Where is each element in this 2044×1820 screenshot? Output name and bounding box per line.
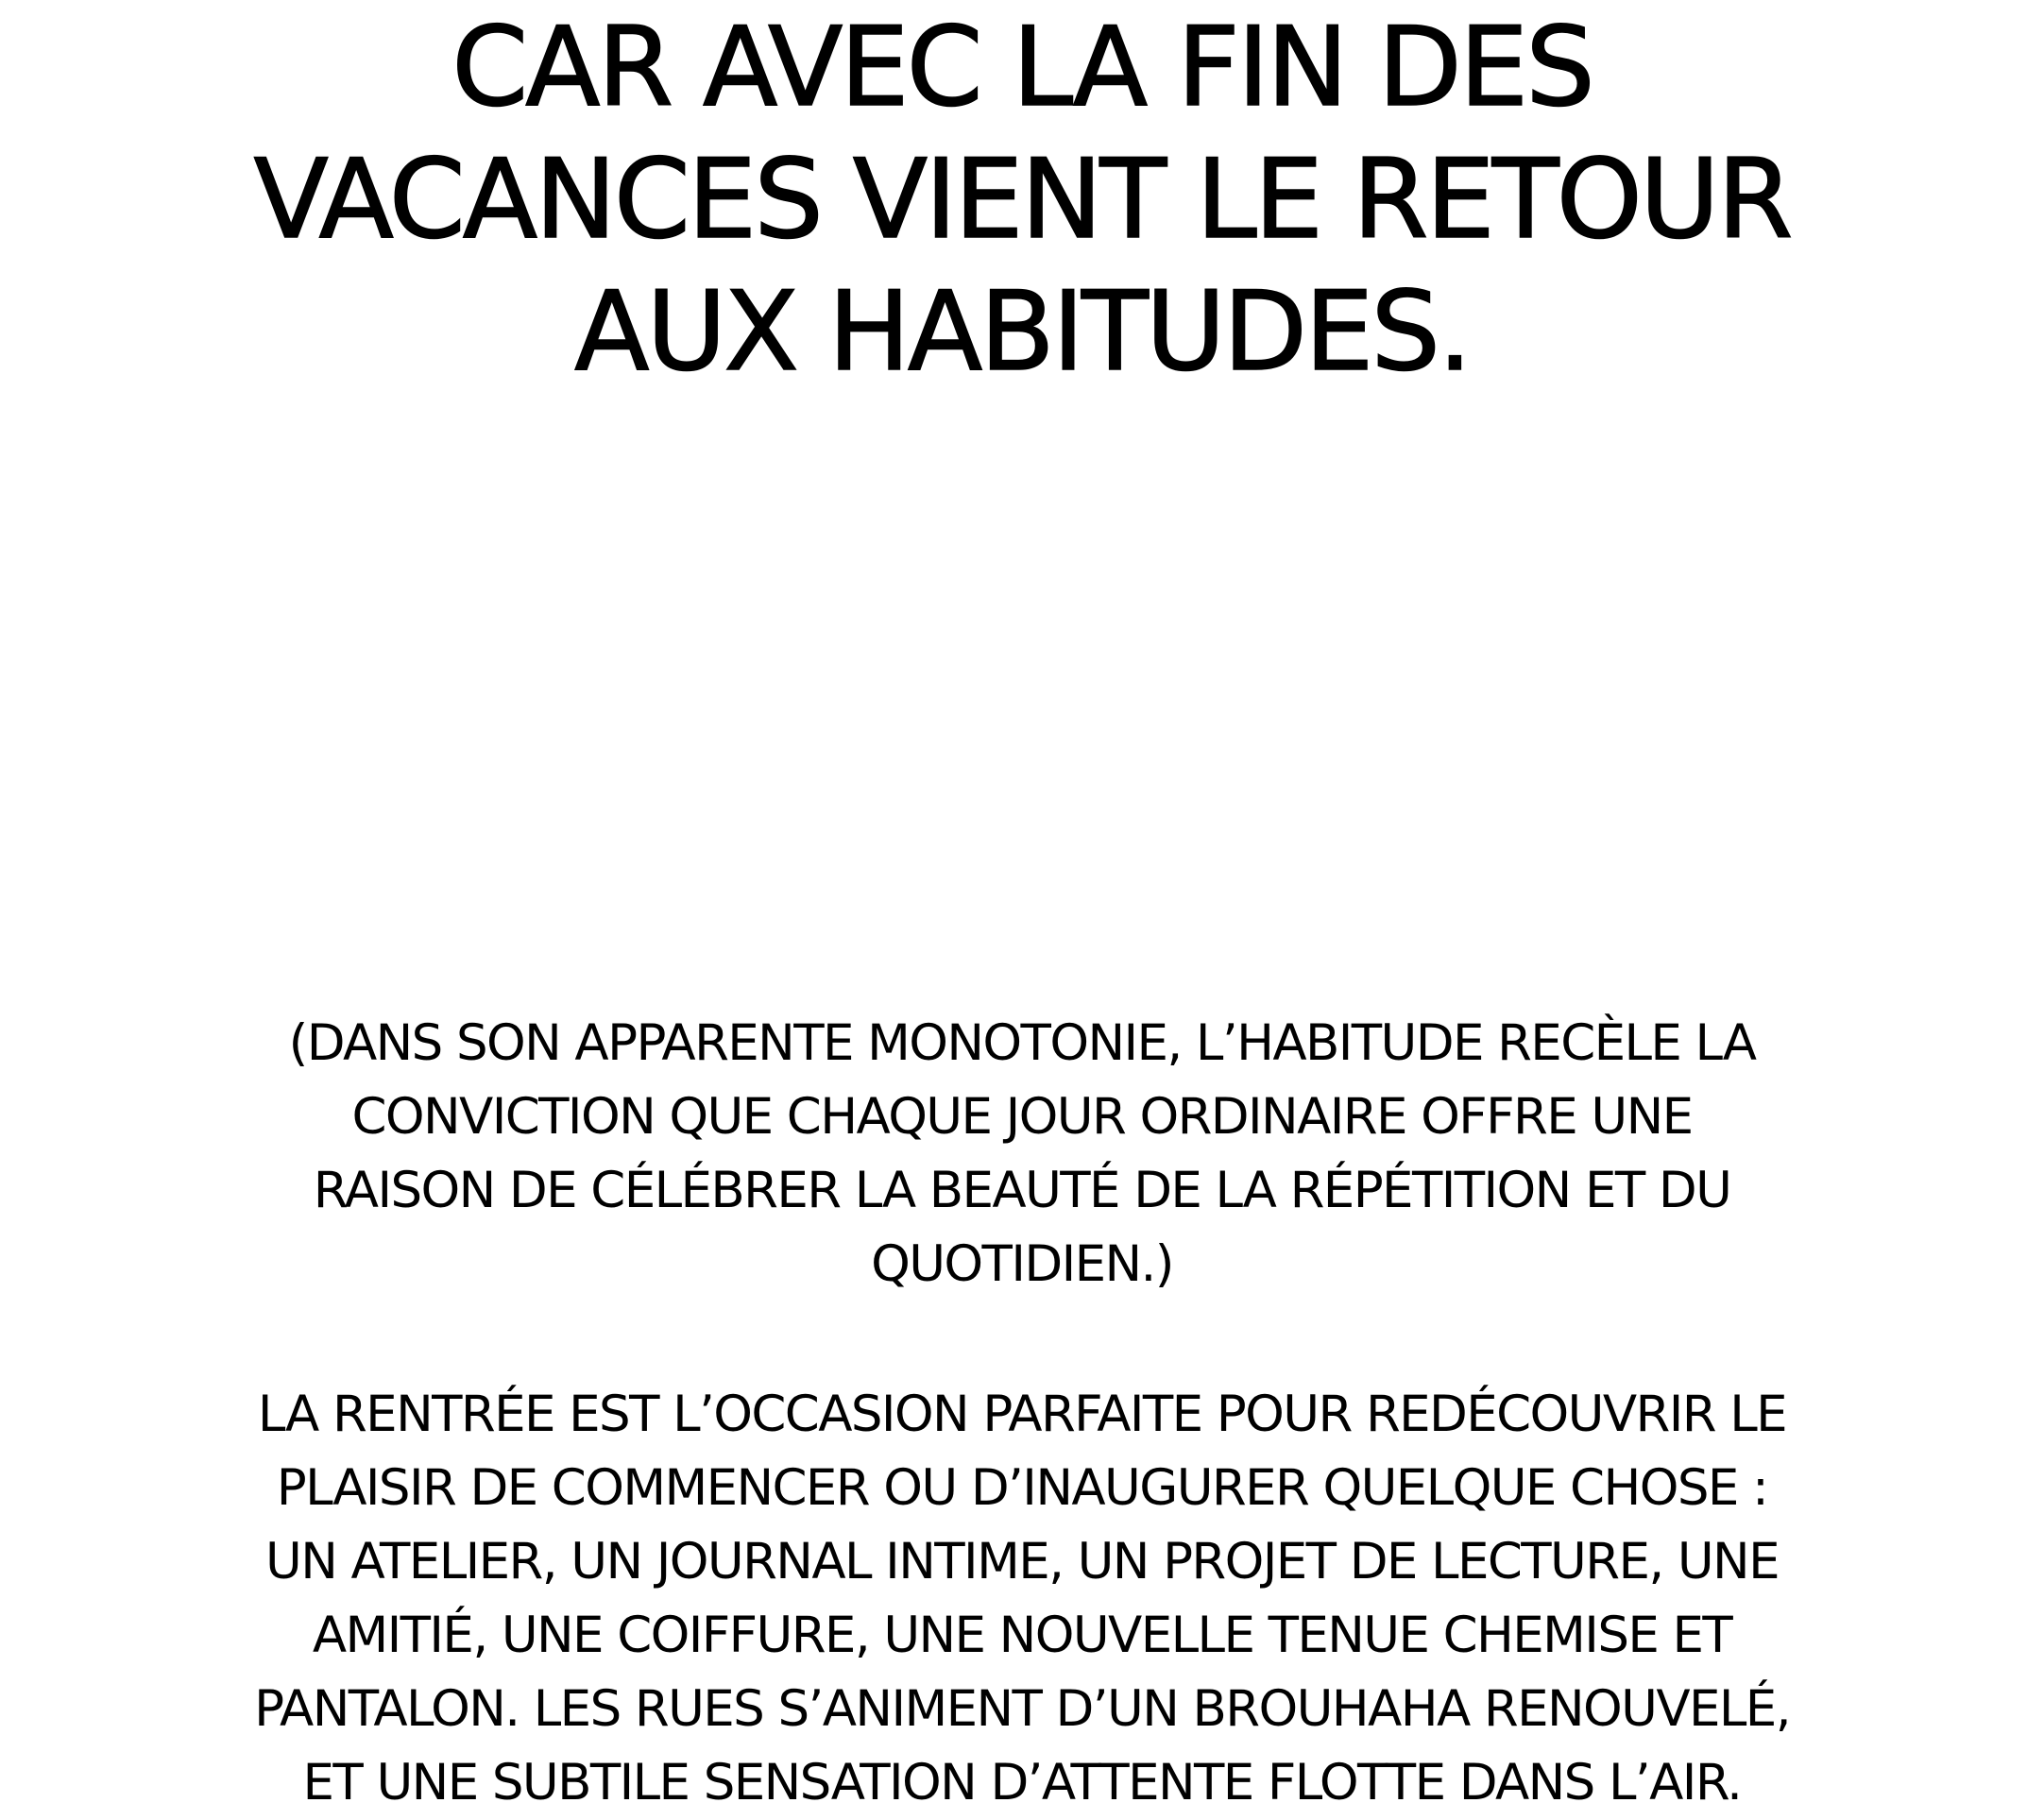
parenthetical-line-4: QUOTIDIEN.) bbox=[871, 1235, 1173, 1293]
headline-line-3: AUX HABITUDES. bbox=[574, 268, 1470, 396]
body-line-1: LA RENTRÉE EST L’OCCASION PARFAITE POUR REDÉCOUVRIR LE bbox=[257, 1386, 1787, 1443]
body-paragraph bbox=[57, 1378, 1987, 1820]
headline-line-1: CAR AVEC LA FIN DES bbox=[451, 4, 1593, 131]
body-line-2: PLAISIR DE COMMENCER OU D’INAUGURER QUELQUE CHOSE : bbox=[276, 1459, 1768, 1517]
parenthetical-line-1: (DANS SON APPARENTE MONOTONIE, L’HABITUDE RECÈLE LA bbox=[288, 1014, 1756, 1072]
headline bbox=[57, 2, 1987, 399]
body-line-5: PANTALON. LES RUES S’ANIMENT D’UN BROUHAHA RENOUVELÉ, bbox=[254, 1680, 1790, 1738]
parenthetical-paragraph bbox=[57, 1007, 1987, 1301]
body-line-4: AMITIÉ, UNE COIFFURE, UNE NOUVELLE TENUE CHEMISE ET bbox=[312, 1607, 1732, 1664]
parenthetical-line-2: CONVICTION QUE CHAQUE JOUR ORDINAIRE OFFRE UNE bbox=[351, 1088, 1693, 1146]
parenthetical-line-3: RAISON DE CÉLÉBRER LA BEAUTÉ DE LA RÉPÉTITION ET DU bbox=[313, 1162, 1731, 1219]
headline-line-2: VACANCES VIENT LE RETOUR bbox=[253, 136, 1791, 264]
body-line-6: ET UNE SUBTILE SENSATION D’ATTENTE FLOTTE DANS L’AIR. bbox=[302, 1754, 1742, 1811]
body-line-3: UN ATELIER, UN JOURNAL INTIME, UN PROJET DE LECTURE, UNE bbox=[265, 1533, 1779, 1590]
